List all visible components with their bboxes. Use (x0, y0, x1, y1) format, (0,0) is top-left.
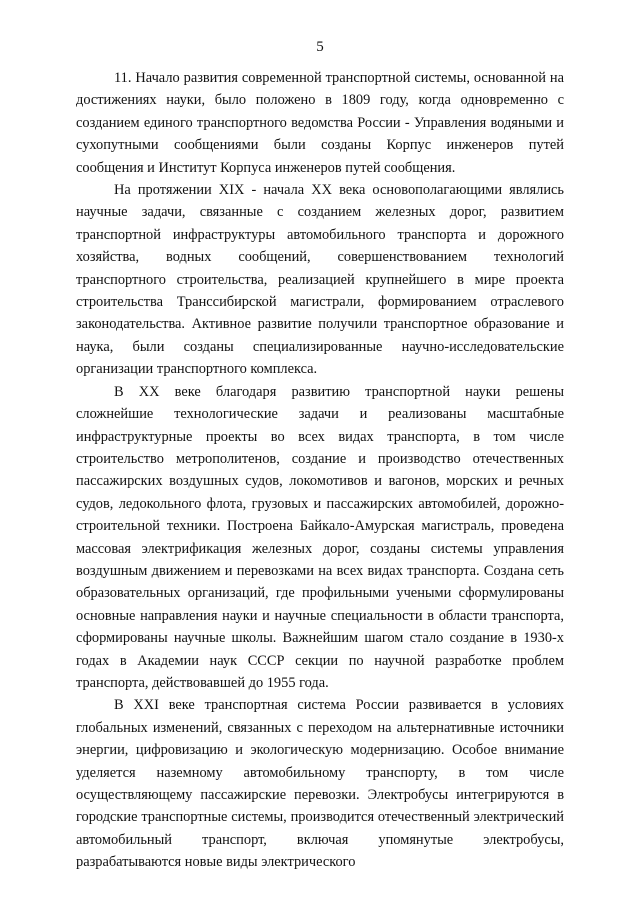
paragraph-1: 11. Начало развития современной транспортной системы, основанной на достижениях науки, было положено в 1809 году, когда одновременно с созданием единого транспортного ведомства России - Управления водяными и сухопутными сообщениями были созданы Корпус инженеров путей сообщения и Институт Корпуса инженеров путей сообщения. (76, 70, 564, 176)
page-number: 5 (316, 39, 324, 55)
paragraph-3: В XX веке благодаря развитию транспортной науки решены сложнейшие технологические задачи и реализованы масштабные инфраструктурные проекты во всех видах транспорта, в том числе строительство метрополитенов, создание и производство отечественных пассажирских воздушных судов, локомотивов и вагонов, морских и речных судов, ледокольного флота, грузовых и пассажирских автомобилей, дорожно-строительной техники. Построена Байкало-Амурская магистраль, проведена массовая электрификация железных дорог, созданы системы управления воздушным движением и перевозками на всех видах транспорта. Создана сеть образовательных организаций, где профильными учеными сформулированы основные направления науки и научные специальности в области транспорта, сформированы научные школы. Важнейшим шагом стало создание в 1930-х годах в Академии наук СССР секции по научной разработке проблем транспорта, действовавшей до 1955 года. (76, 383, 564, 691)
paragraph-4: В XXI веке транспортная система России развивается в условиях глобальных изменений, связанных с переходом на альтернативные источники энергии, цифровизацию и экологическую модернизацию. Особое внимание уделяется наземному автомобильному транспорту, в том числе осуществляющему пассажирские перевозки. Электробусы интегрируются в городские транспортные системы, производится отечественный электрический автомобильный транспорт, включая упомянутые электробусы, разрабатываются новые виды электрического (76, 697, 564, 871)
document-body (76, 67, 564, 874)
paragraph-2: На протяжении XIX - начала XX века основополагающими являлись научные задачи, связанные с созданием железных дорог, развитием транспортной инфраструктуры автомобильного транспорта и дорожного хозяйства, водных сообщений, совершенствованием технологий транспортного строительства, реализацией крупнейшего в мире проекта строительства Транссибирской магистрали, формированием отраслевого законодательства. Активное развитие получили транспортное образование и наука, были созданы специализированные научно-исследовательские организации транспортного комплекса. (76, 182, 564, 378)
